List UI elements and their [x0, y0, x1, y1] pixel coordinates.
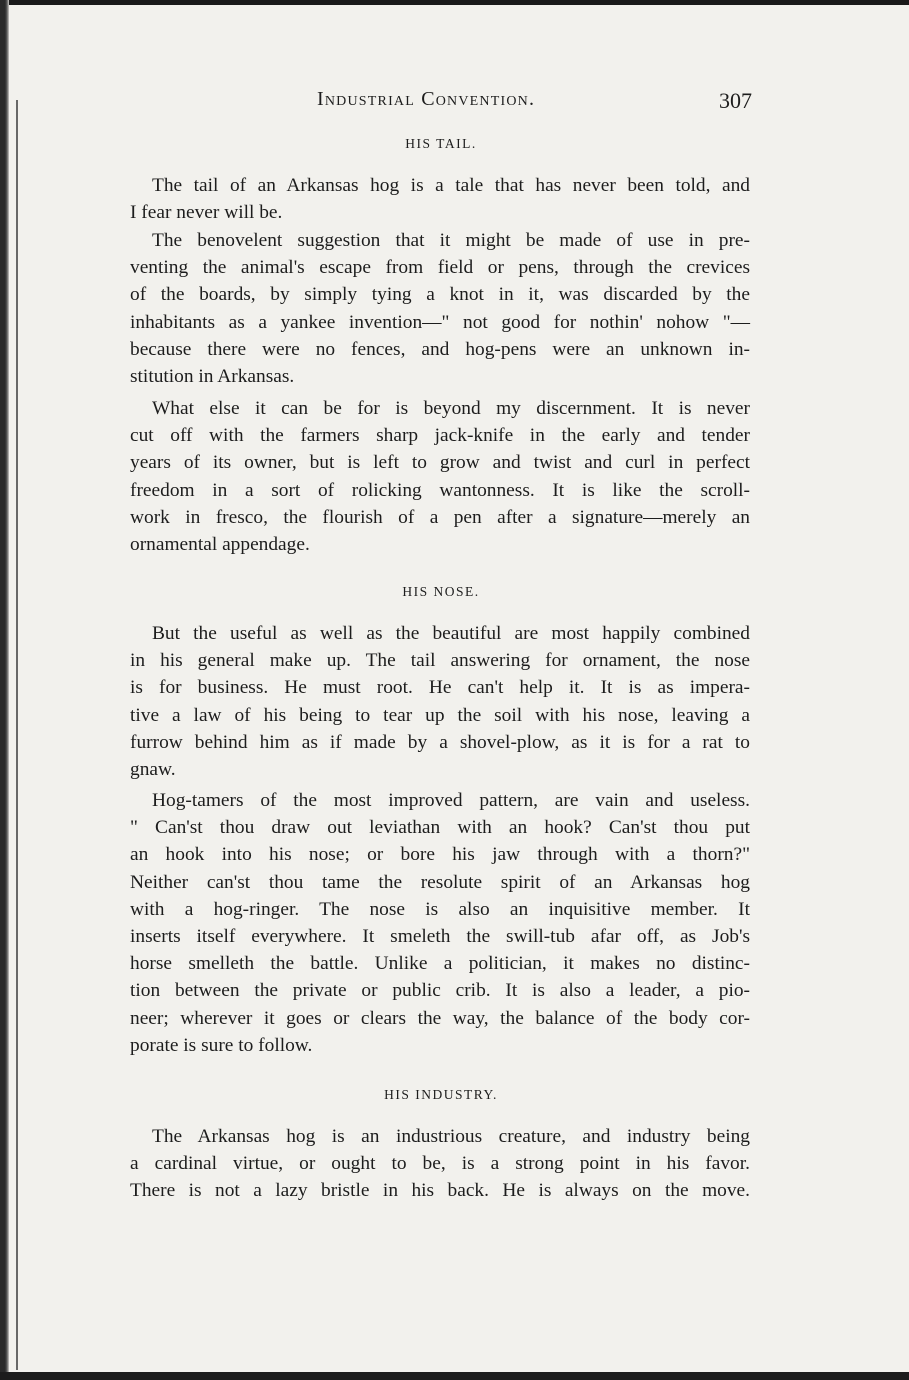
top-page-edge	[0, 0, 909, 5]
text-line: The Arkansas hog is an industrious creature, and industry being	[152, 1126, 750, 1147]
left-binding-edge	[0, 0, 9, 1380]
text-line: I fear never will be.	[130, 202, 283, 224]
text-line: furrow behind him as if made by a shovel-plow, as it is for a rat to	[130, 731, 750, 753]
text-line: venting the animal's escape from field or pens, through the crevices	[130, 257, 750, 279]
text-line: cut off with the farmers sharp jack-knife in the early and tender	[130, 425, 750, 447]
text-line: The benovelent suggestion that it might be made of use in pre-	[152, 230, 750, 251]
text-line: Hog-tamers of the most improved pattern, are vain and useless.	[152, 790, 750, 811]
paragraph	[130, 787, 750, 1059]
running-header	[130, 88, 752, 118]
text-line: an hook into his nose; or bore his jaw through with a thorn?"	[130, 844, 750, 866]
paragraph	[130, 172, 750, 226]
text-line: neer; wherever it goes or clears the way, the balance of the body cor-	[130, 1007, 750, 1029]
text-line: ornamental appendage.	[130, 534, 310, 556]
section-heading-nose: HIS NOSE.	[402, 584, 480, 599]
paragraph	[130, 1123, 750, 1205]
text-line: The tail of an Arkansas hog is a tale that has never been told, and	[152, 175, 750, 196]
page-number: 307	[719, 88, 752, 113]
text-line: porate is sure to follow.	[130, 1034, 313, 1056]
section-heading-industry: HIS INDUSTRY.	[384, 1087, 498, 1102]
text-line: because there were no fences, and hog-pens were an unknown in-	[130, 338, 750, 360]
text-line: in his general make up. The tail answering for ornament, the nose	[130, 650, 750, 672]
text-line: " Can'st thou draw out leviathan with an hook? Can'st thou put	[130, 817, 750, 839]
text-line: is for business. He must root. He can't help it. It is as impera-	[130, 677, 750, 699]
text-line: work in fresco, the flourish of a pen after a signature—merely an	[130, 506, 750, 528]
text-line: freedom in a sort of rolicking wantonness. It is like the scroll-	[130, 479, 750, 501]
paragraph	[130, 620, 750, 783]
text-line: tive a law of his being to tear up the soil with his nose, leaving a	[130, 704, 750, 726]
text-line: But the useful as well as the beautiful are most happily combined	[152, 623, 750, 644]
text-line: There is not a lazy bristle in his back. He is always on the move.	[130, 1180, 750, 1202]
paragraph	[130, 395, 750, 558]
text-line: years of its owner, but is left to grow and twist and curl in perfect	[130, 452, 750, 474]
text-line: What else it can be for is beyond my discernment. It is never	[152, 398, 750, 419]
binding-shadow-line	[16, 100, 18, 1370]
text-line: horse smelleth the battle. Unlike a politician, it makes no distinc-	[130, 953, 750, 975]
text-line: gnaw.	[130, 759, 176, 781]
text-line: with a hog-ringer. The nose is also an inquisitive member. It	[130, 898, 750, 920]
text-line: tion between the private or public crib. It is also a leader, a pio-	[130, 980, 750, 1002]
text-line: Neither can'st thou tame the resolute spirit of an Arkansas hog	[130, 871, 750, 893]
section-heading-tail: HIS TAIL.	[405, 136, 477, 151]
running-title: Industrial Convention.	[317, 88, 536, 110]
text-line: inserts itself everywhere. It smeleth the swill-tub afar off, as Job's	[130, 926, 750, 948]
text-line: stitution in Arkansas.	[130, 366, 295, 388]
text-line: inhabitants as a yankee invention—" not good for nothin' nohow "—	[130, 311, 750, 333]
paragraph	[130, 227, 750, 390]
bottom-page-edge	[0, 1372, 909, 1380]
text-line: a cardinal virtue, or ought to be, is a strong point in his favor.	[130, 1153, 750, 1175]
text-line: of the boards, by simply tying a knot in it, was discarded by the	[130, 284, 750, 306]
